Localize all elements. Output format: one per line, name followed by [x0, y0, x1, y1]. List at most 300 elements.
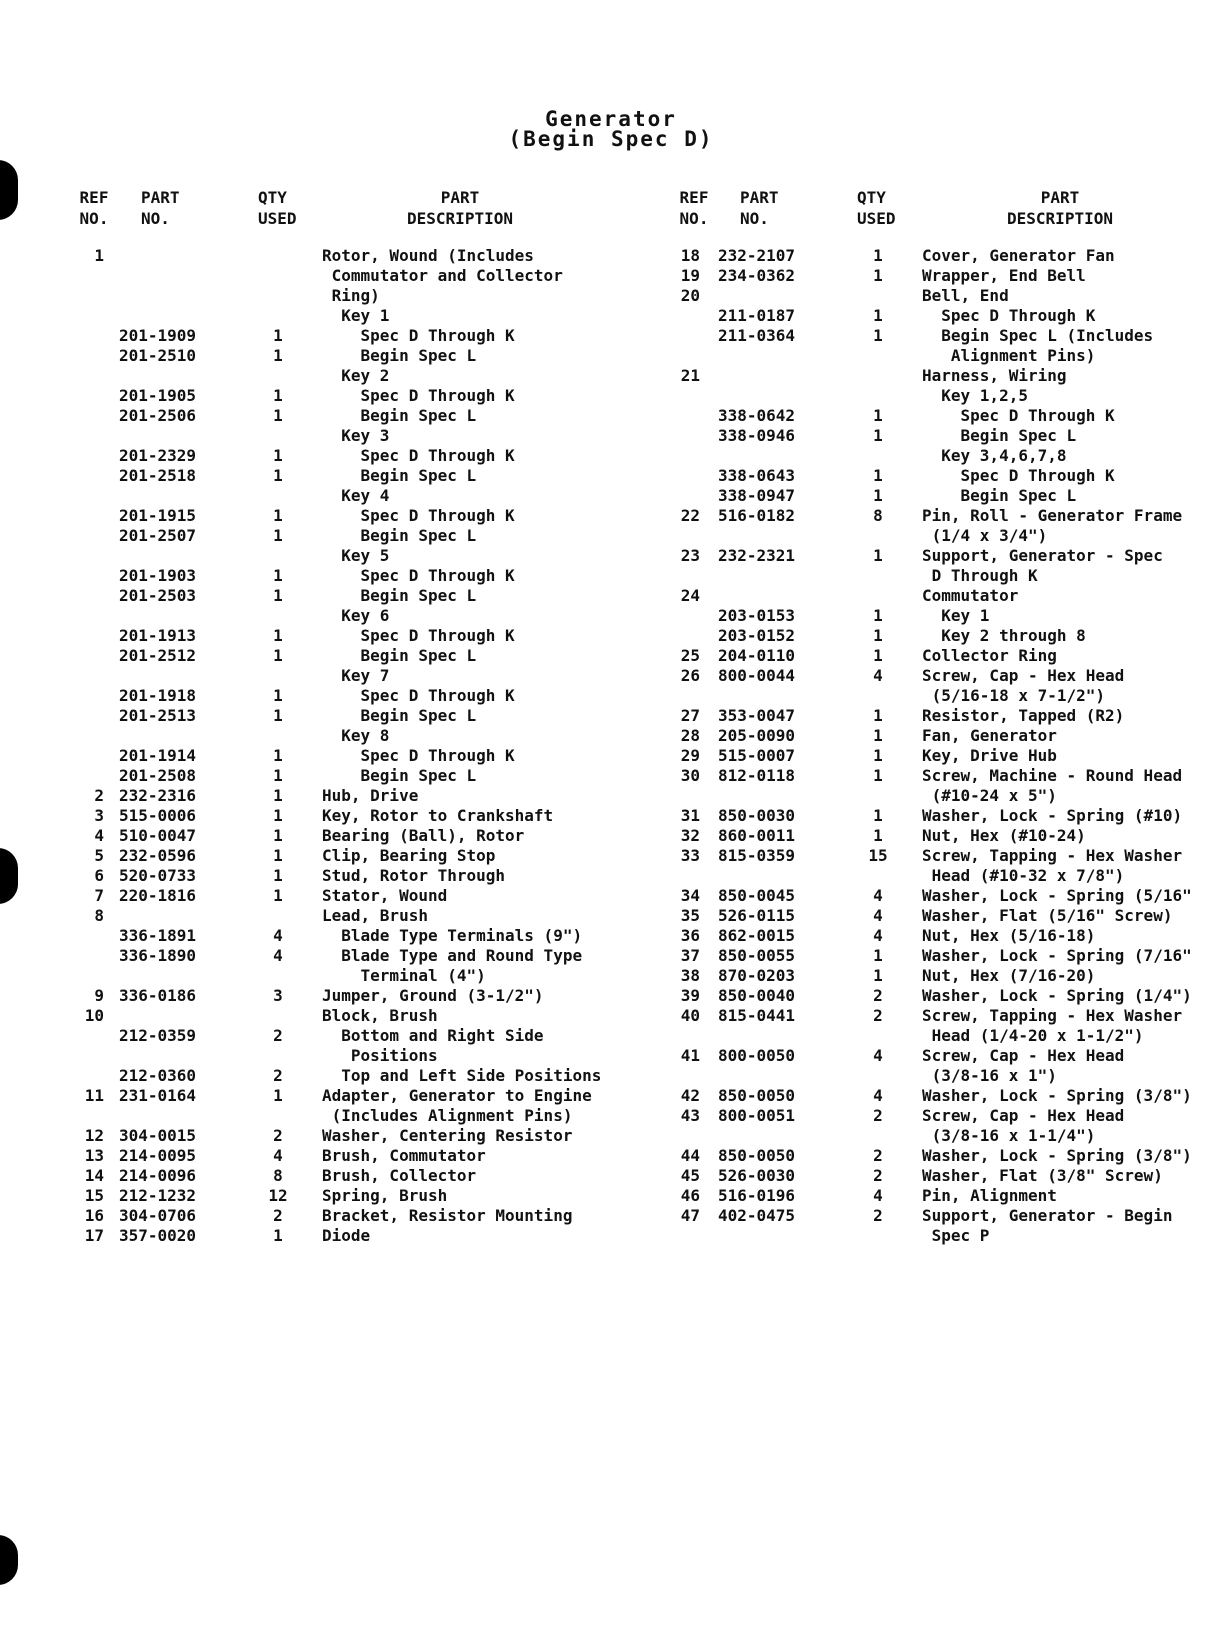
- part-no: 515-0006: [119, 806, 197, 825]
- ref-no: 28: [680, 726, 700, 745]
- part-description: Screw, Cap - Hex Head: [922, 1046, 1125, 1065]
- qty-used: 2: [273, 1066, 283, 1085]
- part-description: Begin Spec L: [322, 586, 477, 605]
- part-description: (Includes Alignment Pins): [322, 1106, 573, 1125]
- part-description: Nut, Hex (#10-24): [922, 826, 1086, 845]
- part-no: 234-0362: [718, 266, 796, 285]
- header-part-line1: PART: [141, 188, 180, 207]
- header-part-no-left: [141, 187, 221, 229]
- part-no: 211-0364: [718, 326, 796, 345]
- qty-used: 2: [873, 1206, 883, 1225]
- part-description: Stud, Rotor Through: [322, 866, 506, 885]
- qty-used: 2: [873, 1106, 883, 1125]
- ref-no: 3: [94, 806, 104, 825]
- qty-used: 2: [873, 986, 883, 1005]
- part-description: Begin Spec L: [322, 346, 477, 365]
- part-description: Cover, Generator Fan: [922, 246, 1115, 265]
- part-description: (1/4 x 3/4"): [922, 526, 1048, 545]
- qty-used: 4: [873, 926, 883, 945]
- qty-used: 4: [873, 1046, 883, 1065]
- qty-used: 1: [873, 766, 883, 785]
- part-description: Screw, Tapping - Hex Washer: [922, 846, 1183, 865]
- part-no: 815-0359: [718, 846, 796, 865]
- qty-used: 1: [873, 326, 883, 345]
- qty-used: 8: [273, 1166, 283, 1185]
- header-ref-line2: NO.: [79, 209, 109, 228]
- qty-used: 4: [873, 666, 883, 685]
- part-description: Begin Spec L: [922, 486, 1077, 505]
- part-description: Collector Ring: [922, 646, 1057, 665]
- part-no: 304-0706: [119, 1206, 197, 1225]
- part-no: 201-2503: [119, 586, 197, 605]
- part-description: Brush, Commutator: [322, 1146, 486, 1165]
- part-no: 232-0596: [119, 846, 197, 865]
- qty-used: 1: [873, 806, 883, 825]
- qty-used: 1: [873, 426, 883, 445]
- part-description: Blade Type and Round Type: [322, 946, 583, 965]
- qty-used: 1: [273, 826, 283, 845]
- ref-no: 8: [94, 906, 104, 925]
- header-desc-line1: PART: [1040, 188, 1080, 207]
- ref-no: 19: [680, 266, 700, 285]
- part-no: 205-0090: [718, 726, 796, 745]
- ref-no: 35: [680, 906, 700, 925]
- part-no: 850-0030: [718, 806, 796, 825]
- part-description: Nut, Hex (7/16-20): [922, 966, 1096, 985]
- ref-no: 12: [84, 1126, 104, 1145]
- part-description: Begin Spec L (Includes: [922, 326, 1154, 345]
- ref-no: 25: [680, 646, 700, 665]
- ref-no: 29: [680, 746, 700, 765]
- qty-used: 1: [873, 966, 883, 985]
- ref-no: 5: [94, 846, 104, 865]
- part-description: Key 1,2,5: [922, 386, 1028, 405]
- part-no: 201-1918: [119, 686, 197, 705]
- binder-hole-top: [0, 160, 18, 220]
- part-description: Wrapper, End Bell: [922, 266, 1086, 285]
- ref-no: 37: [680, 946, 700, 965]
- part-description: Screw, Tapping - Hex Washer: [922, 1006, 1183, 1025]
- ref-no: 2: [94, 786, 104, 805]
- part-description: Spring, Brush: [322, 1186, 448, 1205]
- part-description: Washer, Lock - Spring (3/8"): [922, 1146, 1192, 1165]
- qty-used: 15: [868, 846, 888, 865]
- header-part-line2: NO.: [141, 209, 170, 228]
- qty-used: 4: [873, 886, 883, 905]
- part-no: 201-2510: [119, 346, 197, 365]
- part-description: Blade Type Terminals (9"): [322, 926, 583, 945]
- qty-used: 1: [273, 506, 283, 525]
- qty-used: 1: [273, 566, 283, 585]
- header-qty-line1: QTY: [258, 188, 287, 207]
- part-description: Washer, Lock - Spring (#10): [922, 806, 1183, 825]
- qty-used: 1: [273, 886, 283, 905]
- part-no: 336-0186: [119, 986, 197, 1005]
- part-description: Spec D Through K: [322, 566, 515, 585]
- part-no: 353-0047: [718, 706, 796, 725]
- qty-used: 1: [873, 546, 883, 565]
- part-no: 201-1915: [119, 506, 197, 525]
- header-part-no-right: [740, 187, 820, 229]
- part-description: Head (#10-32 x 7/8"): [922, 866, 1125, 885]
- part-no: 850-0040: [718, 986, 796, 1005]
- part-description: Resistor, Tapped (R2): [922, 706, 1125, 725]
- qty-used: 1: [273, 346, 283, 365]
- part-no: 212-0360: [119, 1066, 197, 1085]
- part-description: Key, Rotor to Crankshaft: [322, 806, 554, 825]
- part-no: 860-0011: [718, 826, 796, 845]
- part-description: Spec D Through K: [322, 386, 515, 405]
- qty-used: 4: [873, 1186, 883, 1205]
- ref-no: 30: [680, 766, 700, 785]
- part-no: 201-1913: [119, 626, 197, 645]
- part-description: Brush, Collector: [322, 1166, 477, 1185]
- ref-no: 39: [680, 986, 700, 1005]
- qty-used: 1: [873, 706, 883, 725]
- ref-no: 16: [84, 1206, 104, 1225]
- part-description: Washer, Lock - Spring (1/4"): [922, 986, 1192, 1005]
- qty-used: 1: [273, 786, 283, 805]
- ref-no: 42: [680, 1086, 700, 1105]
- header-ref-line1: REF: [79, 188, 109, 207]
- ref-no: 34: [680, 886, 700, 905]
- part-no: 232-2321: [718, 546, 796, 565]
- qty-used: 1: [873, 466, 883, 485]
- header-qty-right: [857, 187, 917, 229]
- part-description: Key 8: [322, 726, 390, 745]
- part-no: 800-0050: [718, 1046, 796, 1065]
- qty-used: 1: [273, 406, 283, 425]
- ref-no: 40: [680, 1006, 700, 1025]
- ref-no: 9: [94, 986, 104, 1005]
- header-desc-right: [940, 187, 1180, 229]
- part-no: 201-2512: [119, 646, 197, 665]
- part-description: Pin, Alignment: [922, 1186, 1057, 1205]
- header-desc-line2: DESCRIPTION: [1007, 209, 1113, 228]
- qty-used: 4: [873, 906, 883, 925]
- part-no: 220-1816: [119, 886, 197, 905]
- qty-used: 1: [273, 466, 283, 485]
- ref-no: 4: [94, 826, 104, 845]
- ref-no: 46: [680, 1186, 700, 1205]
- qty-used: 1: [273, 386, 283, 405]
- part-description: D Through K: [922, 566, 1038, 585]
- ref-no: 10: [84, 1006, 104, 1025]
- part-no: 201-2518: [119, 466, 197, 485]
- part-no: 357-0020: [119, 1226, 197, 1245]
- part-description: Spec D Through K: [322, 746, 515, 765]
- part-description: Harness, Wiring: [922, 366, 1067, 385]
- qty-used: 1: [273, 806, 283, 825]
- part-no: 812-0118: [718, 766, 796, 785]
- part-description: Bracket, Resistor Mounting: [322, 1206, 573, 1225]
- part-description: (#10-24 x 5"): [922, 786, 1057, 805]
- ref-no: 1: [94, 246, 104, 265]
- part-description: Key 1: [922, 606, 990, 625]
- part-no: 231-0164: [119, 1086, 197, 1105]
- part-no: 232-2107: [718, 246, 796, 265]
- part-description: Bell, End: [922, 286, 1009, 305]
- qty-used: 1: [273, 866, 283, 885]
- part-description: Screw, Machine - Round Head: [922, 766, 1183, 785]
- part-description: Spec D Through K: [322, 506, 515, 525]
- binder-hole-middle: [0, 848, 18, 904]
- part-description: Screw, Cap - Hex Head: [922, 666, 1125, 685]
- qty-used: 2: [273, 1026, 283, 1045]
- part-description: Alignment Pins): [922, 346, 1096, 365]
- part-no: 204-0110: [718, 646, 796, 665]
- part-no: 336-1891: [119, 926, 197, 945]
- qty-used: 1: [273, 686, 283, 705]
- qty-used: 1: [873, 486, 883, 505]
- ref-no: 13: [84, 1146, 104, 1165]
- part-description: Key 3,4,6,7,8: [922, 446, 1067, 465]
- header-part-line1: PART: [740, 188, 779, 207]
- part-no: 870-0203: [718, 966, 796, 985]
- part-description: Jumper, Ground (3-1/2"): [322, 986, 544, 1005]
- part-description: Stator, Wound: [322, 886, 448, 905]
- part-no: 850-0050: [718, 1086, 796, 1105]
- qty-used: 8: [873, 506, 883, 525]
- ref-no: 20: [680, 286, 700, 305]
- qty-used: 1: [873, 946, 883, 965]
- part-no: 214-0095: [119, 1146, 197, 1165]
- part-no: 850-0050: [718, 1146, 796, 1165]
- part-description: Hub, Drive: [322, 786, 419, 805]
- qty-used: 1: [273, 326, 283, 345]
- part-description: Support, Generator - Begin: [922, 1206, 1173, 1225]
- ref-no: 24: [680, 586, 700, 605]
- ref-no: 38: [680, 966, 700, 985]
- part-description: Spec D Through K: [922, 306, 1096, 325]
- part-no: 338-0642: [718, 406, 796, 425]
- part-description: Key 1: [322, 306, 390, 325]
- ref-no: 15: [84, 1186, 104, 1205]
- part-description: Bearing (Ball), Rotor: [322, 826, 525, 845]
- part-description: (3/8-16 x 1-1/4"): [922, 1126, 1096, 1145]
- part-no: 516-0196: [718, 1186, 796, 1205]
- part-description: Key 2: [322, 366, 390, 385]
- part-no: 515-0007: [718, 746, 796, 765]
- part-description: Fan, Generator: [922, 726, 1057, 745]
- qty-used: 2: [273, 1206, 283, 1225]
- qty-used: 4: [273, 946, 283, 965]
- header-qty-line2: USED: [258, 209, 297, 228]
- ref-no: 7: [94, 886, 104, 905]
- part-no: 201-2508: [119, 766, 197, 785]
- part-no: 526-0030: [718, 1166, 796, 1185]
- qty-used: 2: [873, 1006, 883, 1025]
- qty-used: 1: [873, 306, 883, 325]
- part-description: (5/16-18 x 7-1/2"): [922, 686, 1106, 705]
- qty-used: 1: [273, 646, 283, 665]
- part-description: Commutator: [922, 586, 1019, 605]
- ref-no: 23: [680, 546, 700, 565]
- ref-no: 31: [680, 806, 700, 825]
- part-description: Spec D Through K: [322, 326, 515, 345]
- part-no: 338-0643: [718, 466, 796, 485]
- qty-used: 2: [873, 1146, 883, 1165]
- part-description: Washer, Centering Resistor: [322, 1126, 573, 1145]
- qty-used: 1: [873, 726, 883, 745]
- part-description: Block, Brush: [322, 1006, 438, 1025]
- ref-no: 11: [84, 1086, 104, 1105]
- ref-no: 32: [680, 826, 700, 845]
- part-description: Washer, Flat (3/8" Screw): [922, 1166, 1163, 1185]
- qty-used: 1: [873, 626, 883, 645]
- part-no: 526-0115: [718, 906, 796, 925]
- part-description: Positions: [322, 1046, 438, 1065]
- qty-used: 1: [273, 446, 283, 465]
- part-no: 338-0946: [718, 426, 796, 445]
- part-description: Terminal (4"): [322, 966, 486, 985]
- part-description: Spec D Through K: [322, 686, 515, 705]
- part-description: Spec P: [922, 1226, 990, 1245]
- part-description: Washer, Lock - Spring (7/16": [922, 946, 1192, 965]
- part-description: Spec D Through K: [322, 446, 515, 465]
- part-no: 815-0441: [718, 1006, 796, 1025]
- qty-used: 1: [873, 406, 883, 425]
- part-no: 203-0153: [718, 606, 796, 625]
- header-desc-left: [340, 187, 580, 229]
- part-description: Begin Spec L: [322, 766, 477, 785]
- ref-no: 44: [680, 1146, 700, 1165]
- ref-no: 43: [680, 1106, 700, 1125]
- qty-used: 4: [873, 1086, 883, 1105]
- ref-no: 47: [680, 1206, 700, 1225]
- part-no: 520-0733: [119, 866, 197, 885]
- ref-no: 21: [680, 366, 700, 385]
- part-no: 862-0015: [718, 926, 796, 945]
- ref-no: 26: [680, 666, 700, 685]
- qty-used: 1: [273, 526, 283, 545]
- part-description: Key 2 through 8: [922, 626, 1086, 645]
- part-description: (3/8-16 x 1"): [922, 1066, 1057, 1085]
- part-description: Washer, Lock - Spring (5/16": [922, 886, 1192, 905]
- part-description: Key, Drive Hub: [922, 746, 1057, 765]
- part-description: Key 6: [322, 606, 390, 625]
- part-no: 338-0947: [718, 486, 796, 505]
- part-no: 212-1232: [119, 1186, 197, 1205]
- part-no: 800-0051: [718, 1106, 796, 1125]
- part-description: Head (1/4-20 x 1-1/2"): [922, 1026, 1144, 1045]
- part-no: 850-0045: [718, 886, 796, 905]
- part-description: Washer, Flat (5/16" Screw): [922, 906, 1173, 925]
- header-part-line2: NO.: [740, 209, 769, 228]
- part-no: 516-0182: [718, 506, 796, 525]
- part-description: Lead, Brush: [322, 906, 428, 925]
- part-description: Nut, Hex (5/16-18): [922, 926, 1096, 945]
- part-description: Adapter, Generator to Engine: [322, 1086, 592, 1105]
- part-description: Begin Spec L: [322, 706, 477, 725]
- part-description: Begin Spec L: [322, 466, 477, 485]
- qty-used: 1: [873, 826, 883, 845]
- qty-used: 2: [873, 1166, 883, 1185]
- part-description: Rotor, Wound (Includes: [322, 246, 534, 265]
- part-no: 336-1890: [119, 946, 197, 965]
- part-description: Spec D Through K: [922, 466, 1115, 485]
- ref-no: 27: [680, 706, 700, 725]
- part-no: 800-0044: [718, 666, 796, 685]
- part-description: Key 7: [322, 666, 390, 685]
- ref-no: 22: [680, 506, 700, 525]
- qty-used: 1: [273, 586, 283, 605]
- part-description: Begin Spec L: [322, 406, 477, 425]
- ref-no: 6: [94, 866, 104, 885]
- qty-used: 1: [273, 846, 283, 865]
- page-subtitle: (Begin Spec D): [508, 127, 714, 151]
- header-qty-left: [258, 187, 318, 229]
- part-description: Clip, Bearing Stop: [322, 846, 496, 865]
- qty-used: 4: [273, 926, 283, 945]
- qty-used: 1: [273, 1086, 283, 1105]
- part-description: Key 5: [322, 546, 390, 565]
- part-no: 201-1914: [119, 746, 197, 765]
- header-ref-right: [674, 187, 714, 229]
- part-description: Support, Generator - Spec: [922, 546, 1163, 565]
- page-title: Generator: [545, 107, 677, 131]
- qty-used: 1: [273, 626, 283, 645]
- header-qty-line2: USED: [857, 209, 896, 228]
- header-desc-line1: PART: [440, 188, 480, 207]
- qty-used: 1: [273, 746, 283, 765]
- header-desc-line2: DESCRIPTION: [407, 209, 513, 228]
- part-description: Ring): [322, 286, 380, 305]
- part-no: 211-0187: [718, 306, 796, 325]
- part-description: Diode: [322, 1226, 371, 1245]
- ref-no: 14: [84, 1166, 104, 1185]
- part-no: 201-1905: [119, 386, 197, 405]
- part-description: Screw, Cap - Hex Head: [922, 1106, 1125, 1125]
- ref-no: 45: [680, 1166, 700, 1185]
- qty-used: 4: [273, 1146, 283, 1165]
- part-description: Begin Spec L: [322, 646, 477, 665]
- qty-used: 1: [273, 706, 283, 725]
- part-no: 232-2316: [119, 786, 197, 805]
- part-no: 304-0015: [119, 1126, 197, 1145]
- part-description: Commutator and Collector: [322, 266, 563, 285]
- ref-no: 41: [680, 1046, 700, 1065]
- part-no: 201-1909: [119, 326, 197, 345]
- qty-used: 1: [873, 266, 883, 285]
- part-description: Begin Spec L: [922, 426, 1077, 445]
- qty-used: 1: [873, 746, 883, 765]
- part-no: 212-0359: [119, 1026, 197, 1045]
- part-no: 201-1903: [119, 566, 197, 585]
- part-no: 510-0047: [119, 826, 197, 845]
- part-description: Begin Spec L: [322, 526, 477, 545]
- ref-no: 17: [84, 1226, 104, 1245]
- header-qty-line1: QTY: [857, 188, 886, 207]
- header-ref-line2: NO.: [679, 209, 709, 228]
- part-no: 850-0055: [718, 946, 796, 965]
- part-description: Pin, Roll - Generator Frame: [922, 506, 1183, 525]
- qty-used: 1: [273, 766, 283, 785]
- part-no: 214-0096: [119, 1166, 197, 1185]
- part-description: Key 4: [322, 486, 390, 505]
- binder-hole-bottom: [0, 1535, 18, 1585]
- ref-no: 36: [680, 926, 700, 945]
- part-description: Key 3: [322, 426, 390, 445]
- qty-used: 1: [873, 246, 883, 265]
- ref-no: 33: [680, 846, 700, 865]
- part-description: Washer, Lock - Spring (3/8"): [922, 1086, 1192, 1105]
- part-no: 201-2513: [119, 706, 197, 725]
- part-no: 402-0475: [718, 1206, 796, 1225]
- part-no: 201-2329: [119, 446, 197, 465]
- part-no: 201-2506: [119, 406, 197, 425]
- part-description: Spec D Through K: [922, 406, 1115, 425]
